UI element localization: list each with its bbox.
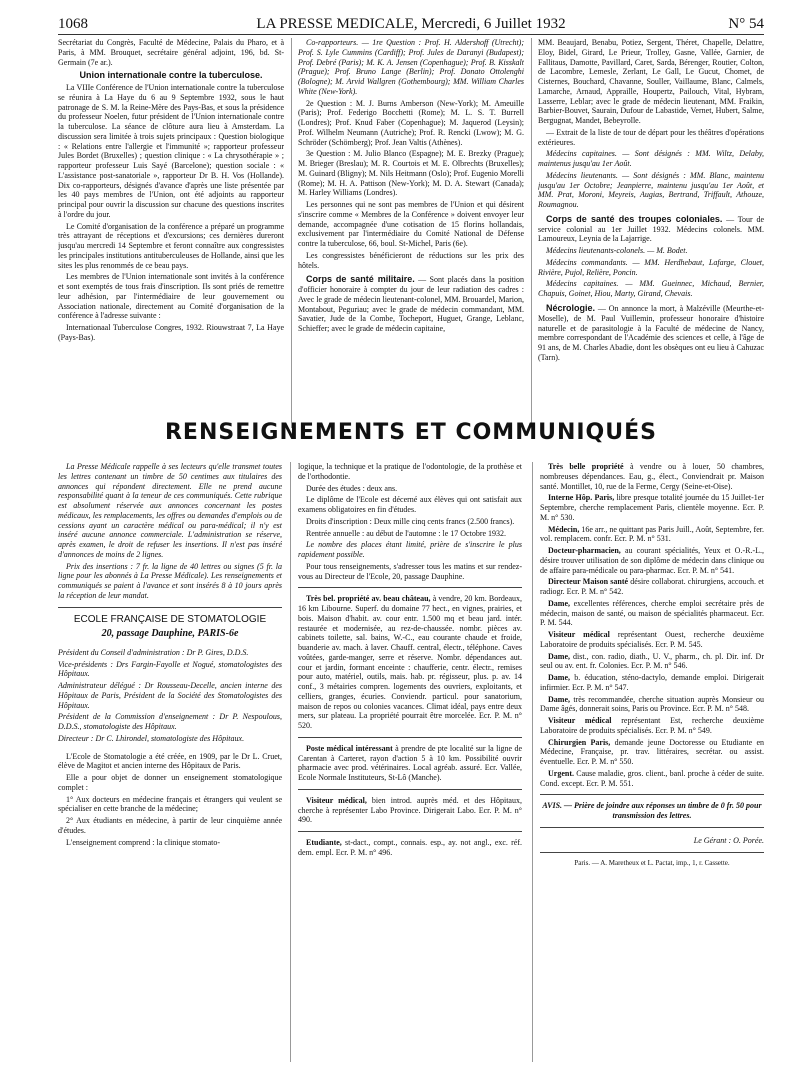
classified-ad: [540, 695, 764, 715]
paragraph: L'enseignement comprend : la clinique stomato-: [66, 837, 221, 847]
ad-text: représentant Est, recherche deuxième Laboratoire de produits spécialisés. Ecr. P. M. n° 549.: [540, 716, 764, 735]
school-address: 20, passage Dauphine, PARIS-6e: [101, 627, 239, 639]
divider: [58, 607, 282, 608]
column-1: [58, 38, 284, 428]
ad-text: libre presque totalité journée du 15 Juillet-1er Septembre, cherche remplacement Paris, clientèle moyenne. Ecr. P. M. n° 530.: [540, 493, 764, 522]
column-3: [538, 38, 764, 428]
section-heading-coloniales: Corps de santé des troupes coloniales.: [546, 213, 723, 224]
paragraph: Secrétariat du Congrès, Faculté de Médecine, Palais du Pharo, et à Paris, à MM. Brouquet, secrétaire général adjoint, 196, bd. St-Germain (7e ar.).: [58, 38, 284, 67]
ad-text: à prendre de pte localité sur la ligne de Carentan à Carteret, rayon d'action 5 à 10 km. Possibilité ouvrir pharmacie avec prod. vétérinaires. Local agréab. assuré. Ecr. Vallée, Ecole Normale Instituteurs, St-Lô (Manche).: [298, 743, 522, 782]
paragraph: Pour tous renseignements, s'adresser tous les matins et sur rendez-vous au Directeur de l'Ecole, 20, passage Dauphine.: [298, 561, 522, 581]
section-heading-necrologie: Nécrologie.: [546, 302, 596, 313]
classified-ad: [540, 738, 764, 767]
ad-heading: Directeur Maison santé: [548, 577, 629, 587]
ad-heading: Etudiante,: [306, 838, 342, 847]
section-heading-militaire: Corps de santé militaire.: [306, 274, 415, 285]
paragraph: 1° Aux docteurs en médecine français et étrangers qui veulent se spécialiser en cette branche de la médecine;: [58, 794, 282, 814]
ad-text: au courant spécialités, Yeux et O.-R.-L., désire trouver utilisation de son diplôme de médecin dans clinique ou de affaire para-médicale ou para-pharmac. Ecr. P. M. n° 541.: [540, 546, 764, 575]
page-number: 1068: [58, 16, 88, 32]
paragraph: Les personnes qui ne sont pas membres de l'Union et qui désirent s'inscrire comme « Membres de la Conférence » doivent envoyer leur demande, accompagnée d'une cotisation de 15 florins hollandais, exclusivement par l'intermédiaire du Comité National de Défense contre la tuberculose, 66, boul. St-Michel, Paris (6e).: [298, 200, 524, 248]
classified-ad: [540, 630, 764, 650]
issue-number: N° 54: [728, 16, 764, 32]
ad-text: excellentes références, cherche emploi secrétaire près de médecin, maison de santé, ou maison de spécialités pharmaceut. Ecr. P. M. 544.: [540, 598, 764, 628]
divider: [298, 587, 522, 588]
classified-ad: [540, 493, 764, 522]
column-2: [298, 38, 524, 428]
paragraph: La VIIIe Conférence de l'Union internationale contre la tuberculose se réunira à La Haye du 6 au 9 Septembre 1932, sous le haut patronage de S. M. la Reine-Mère des Pays-Bas, et sous la présidence du professeur Noelen, futur président de l'Union internationale contre la tuberculose. La séance de clôture aura lieu à Amsterdam. La discussion sera limitée à trois sujets principaux : Question biologique : « Relations entre l'allergie et l'immunité »; rapporteur professeur Jules Bordet (Bruxelles) ; question clinique : « La chrysothérapie » ; rapporteur professeur Luis Sayé (Barcelone); question sociale : « L'assistance post-sanatoriale », rapporteur Dr B. H. Vos (Hollande). Dix co-rapporteurs, désignés d'avance d'après une liste présentée par les 40 pays membres de l'Union, ont été adjoints au rapporteur principal pour ouvrir la discussion sur chacune des questions inscrites à l'ordre du jour.: [58, 83, 284, 219]
avis-notice: AVIS. — Prière de joindre aux réponses un timbre de 0 fr. 50 pour transmission des lettres.: [542, 801, 762, 820]
paragraph: Médecins capitaines. — Sont désignés : MM. Wiltz, Delaby, maintenus jusqu'au 1er Août.: [538, 149, 764, 168]
ad-text: à vendre, 20 km. Bordeaux, 16 km Libourne. Superf. du domaine 77 hect., en vignes, prairies, et bois. Maison d'habit. av. cour entr. 1.500 mq et beau jard. intér. restaurée et modernisée, au rez-de-chaussée. nombr. pièces av. cabinets toilette, sal. bains, W.-C., eau courante chaude et froide, buanderie av. mach. à laver. Chauff. central, électr., téléphone. Caves voûtées, garde-manger, serre et réserve. Nombr. dépendances aut. cour et jardin, formant enceinte : chaufferie, centr. électr., remises pour auto, matériel, outils, mais. hab. pr. régisseur, plus. p. av. 14 conf., 3 métairies compren. logements des ouvriers, exploitants, et celliers, granges, écuries. Conviendr. particul. pour sanatorium, maison de repos ou colonies vacances. Climat idéal, pays entre deux mers, sur plateau. La propriété pourrait être morcelée. Ecr. P. M. n° 520.: [298, 594, 522, 730]
ad-heading: Chirurgien Paris,: [548, 737, 611, 747]
divider: [298, 737, 522, 738]
column-divider: [531, 38, 532, 428]
notice-paragraph: Prix des insertions : 7 fr. la ligne de 40 lettres ou signes (5 fr. la ligne pour les abonnés à La Presse Médicale). Les renseignements et communiqués se paient à l'avance et sont insérés 8 à 10 jours après la réception de leur mandat.: [58, 561, 282, 600]
ad-text: désire collaborat. chirurgiens, accouch. et radiogr. Ecr. P. M. n° 542.: [540, 577, 764, 596]
divider: [540, 852, 764, 853]
classified-ad: [298, 744, 522, 783]
staff-line: Président du Conseil d'administration : Dr P. Gires, D.D.S.: [58, 647, 249, 657]
paragraph: Le Comité d'organisation de la conférence a préparé un programme très attrayant de réceptions et d'excursions; ces dernières dureront jusqu'au mercredi 14 Septembre et feront connaître aux congressistes les principales institutions antituberculeuses de Hollande, ainsi que les sites les plus renommés de ce beau pays.: [58, 221, 284, 270]
journal-title: LA PRESSE MEDICALE, Mercredi, 6 Juillet 1932: [256, 16, 566, 32]
paragraph: Les congressistes bénéficieront de réductions sur les prix des hôtels.: [298, 250, 524, 270]
paragraph: MM. Beaujard, Benabu, Potiez, Sergent, Théret, Chapelle, Delattre, Eloy, Bidel, Girard, Le Prieur, Trolley, Gasne, Vallée, Garnier, de Fallitaus, Damotte, Pavillard, Caret, Sarda, Bérenger, Routier, Colton, de Lacombre, Lemesle, Zerlant, Le Gall, Le Gucut, Chomet, de Cisternes, Bouchard, Chavanne, Souller, Vaillaume, Blanc, Calmels, Lamarche, Arnaud, Appraille, Houpertz, Pailouch, Vital, Hybram, Lasserre, Leblar; avec le grade de médecin lieutenant, MM. Fraikin, Barbier-Bouvet, Saurain, Dufour de Labastide, Vernet, Hubert, Salme, Bergugnat, Mandet, Bebeyrolle.: [538, 38, 764, 125]
paragraph: — Extrait de la liste de tour de départ pour les théâtres d'opérations extérieures.: [538, 127, 764, 147]
paragraph: 3e Question : M. Julio Blanco (Espagne); M. E. Brezky (Prague); M. Brieger (Breslau); M. R. Courtois et M. E. Olbrechts (Bruxelles); M. Guinard (Bligny); M. Nils Heitmann (Oslo); Prof. Eugenio Morelli (Rome); M. H. A. Pattison (New-York); M. D. A. Stewart (Canada); M. Harley Williams (Londres).: [298, 149, 524, 198]
top-columns: [58, 38, 764, 428]
staff-line: Directeur : Dr C. Lhirondel, stomatologiste des Hôpitaux.: [58, 733, 245, 743]
classified-ad: [540, 462, 764, 491]
ad-text: représentant Ouest, recherche deuxième Laboratoire de produits spécialisés. Ecr. P. M. 545.: [540, 630, 764, 649]
ad-text: st-dact., compt., connais. esp., ay. not angl., exc. réf. dem. empl. Ecr. P. M. n° 496.: [298, 838, 522, 857]
section-banner: RENSEIGNEMENTS ET COMMUNIQUÉS: [164, 420, 657, 445]
ad-heading: Docteur-pharmacien,: [548, 546, 621, 555]
staff-line: Président de la Commission d'enseignement : Dr P. Nespoulous, D.D.S., stomatologiste des Hôpitaux.: [58, 712, 282, 732]
ad-heading: Visiteur médical: [548, 716, 612, 725]
classified-ad: [540, 716, 764, 736]
paragraph: Médecins capitaines. — MM. Gueinnec, Michaud, Bernier, Chapuis, Goinet, Hiou, Marty, Girand, Chevais.: [538, 279, 764, 299]
column-classifieds: [540, 462, 764, 1062]
ad-text: bien introd. auprès méd. et des Hôpitaux, cherche à représenter Labo Province. Dirigerait Labo. Ecr. P. M. n° 490.: [298, 795, 522, 825]
ad-text: demande jeune Doctoresse ou Etudiante en Médecine, Française, pr. trav. littéraires, secrétar. ou assist. éventuelle. Ecr. P. M. n° 550.: [540, 737, 764, 766]
paragraph: Le diplôme de l'Ecole est décerné aux élèves qui ont satisfait aux examens obligatoires en fin d'études.: [298, 495, 522, 514]
ad-heading: Médecin,: [548, 524, 580, 534]
page-header: [58, 12, 764, 35]
paragraph: Rentrée annuelle : au début de l'automne : le 17 Octobre 1932.: [306, 528, 507, 538]
paragraph: Internationaal Tuberculose Congres, 1932. Riouwstraat 7, La Haye (Pays-Bas).: [58, 323, 284, 342]
ad-text: à vendre ou à louer, 50 chambres, nombreuses dépendances. Eau, g., élect., Conviendrait pr. Maison santé. Montillet, 10, rue de la Ferme, Cergy (Seine-et-Oise).: [540, 462, 764, 491]
column-announcements: [58, 462, 282, 1062]
notice-paragraph: La Presse Médicale rappelle à ses lecteurs qu'elle transmet toutes les lettres contenant un timbre de 50 centimes aux titulaires des annonces qui répondent directement. Elle ne prend aucune responsabilité quant à la teneur de ces communiqués. Cette rubrique est absolument réservée aux annonces concernant les postes médicaux, les remplacements, les offres ou demandes d'emplois ou de cessions ayant un caractère médical ou para-médical; il n'y est inséré aucune annonce commerciale. L'administration se réserve, après examen, le droit de refuser les insertions. Il n'est pas inséré d'annonces de moins de 2 lignes.: [58, 462, 282, 559]
divider: [540, 794, 764, 795]
paragraph: logique, la technique et la pratique de l'odontologie, de la prothèse et de l'orthodontie.: [298, 462, 522, 481]
column-school-and-ads: [298, 462, 522, 1062]
gerant-line: Le Gérant : O. Porée.: [693, 835, 764, 845]
newspaper-page: [58, 0, 764, 1082]
classified-ad: [298, 594, 522, 731]
bottom-columns: [58, 462, 764, 1062]
school-title: ECOLE FRANÇAISE DE STOMATOLOGIE: [73, 613, 267, 625]
classified-ad: [540, 599, 764, 628]
divider: [298, 831, 522, 832]
classified-ad: [540, 577, 764, 597]
column-divider: [291, 38, 292, 428]
paragraph: — Tour de service colonial au 1er Juillet 1932. Médecins colonels. MM. Lamoureux, Leynia de la Lajarrige.: [538, 214, 764, 244]
classified-ad: [298, 796, 522, 825]
paragraph: Médecins lieutenants. — Sont désignés : MM. Blanc, maintenu jusqu'au 1er Octobre; Jeanpierre, maintenu jusqu'au 1er Août, et MM. Prat, Moroni, Meyreis, Augias, Bertrand, Triffault, Athouze, Roumagnou.: [538, 170, 764, 209]
ad-heading: Visiteur médical,: [306, 795, 367, 805]
paragraph: — On annonce la mort, à Malzéville (Meurthe-et-Moselle), de M. Paul Vuillemin, professeur honoraire d'histoire naturelle et de parasitologie à la Faculté de médecine de Nancy, membre correspondant de l'Académie des sciences et celle, à l'âge de 91 ans, de M. Charles Abadie, dont les obsèques ont eu lieu à Cahuzac (Tarn).: [538, 303, 764, 362]
classified-ad: [540, 546, 764, 575]
ad-text: dist., con. radio, diath., U. V., pharm., ch. pl. Dir. inf. Dr seul ou av. ent. fr. Colonies. Ecr. P. M. n° 546.: [540, 651, 764, 671]
paragraph: 2e Question : M. J. Burns Amberson (New-York); M. Ameuille (Paris); Prof. Federigo Bocchetti (Rome); M. L. S. T. Burrell (Londres); Prof. Knud Faber (Copenhague); M. Jaquerod (Leysin); Prof. Wilhelm Neumann (Autriche); Prof. R. Rencki (Lwow); M. G. Schröder (Schömberg); Prof. Jean Valtis (Athènes).: [298, 98, 524, 147]
ad-heading: Interne Hôp. Paris,: [548, 493, 615, 503]
column-divider: [532, 462, 533, 1062]
ad-heading: Dame,: [548, 651, 570, 661]
classified-ad: [540, 652, 764, 672]
column-divider: [290, 462, 291, 1062]
classified-ad: [298, 838, 522, 858]
ad-heading: Dame,: [548, 598, 570, 608]
staff-line: Administrateur délégué : Dr Rousseau-Decelle, ancien interne des Hôpitaux de Paris, Président de la Société des Stomatologistes des Hôpitaux.: [58, 681, 282, 710]
paragraph: Médecins commandants. — MM. Herdhebaut, Lafarge, Clouet, Rivière, Pujol, Relière, Poncin.: [538, 257, 764, 277]
ad-heading: Dame,: [548, 673, 570, 682]
ad-heading: Visiteur médical: [548, 630, 610, 639]
ad-heading: Très bel. propriété av. beau château,: [306, 594, 431, 604]
ad-heading: Dame,: [548, 694, 570, 704]
divider: [540, 827, 764, 828]
printer-line: Paris. — A. Maretheux et L. Pactat, imp., 1, r. Cassette.: [574, 858, 730, 867]
ad-text: Cause maladie, gros. client., banl. proche à céder de suite. Cond. except. Ecr. P. M. 551.: [540, 768, 764, 788]
ad-heading: Très belle propriété: [548, 462, 624, 471]
paragraph: L'Ecole de Stomatologie a été créée, en 1909, par le Dr L. Cruet, élève de Magitot et ancien interne des Hôpitaux de Paris.: [58, 751, 282, 771]
divider: [298, 789, 522, 790]
paragraph: 2° Aux étudiants en médecine, à partir de leur cinquième année d'études.: [58, 816, 282, 835]
ad-heading: Poste médical intéressant: [306, 743, 393, 753]
paragraph: Les membres de l'Union internationale sont invités à la conférence et sont exemptés de tous frais d'inscription. Ils sont priés de remettre leur adhésion, par l'intermédiaire de leur gouvernement ou Association nationale, directement au Comité d'organisation de la conférence à l'adresse suivante :: [58, 272, 284, 321]
classified-ad: [540, 673, 764, 693]
classified-ad: [540, 769, 764, 789]
section-heading-tuberculose: Union internationale contre la tuberculose.: [79, 70, 263, 81]
paragraph: Co-rapporteurs. — 1re Question : Prof. H. Aldershoff (Utrecht); Prof. S. Lyle Cummins (Cardiff); Prof. Jules de Daranyi (Budapest); Prof. Debré (Paris); M. K. A. Jensen (Copenhague); Prof. B. Kisskalt (Prague); Prof. Bruno Lange (Berlin); Prof. Donato Ottolenghi (Bologne); M. Arvid Wallgren (Gothembourg); MM. William Charles White (New-York).: [298, 38, 524, 96]
classified-ad: [540, 525, 764, 545]
paragraph: — Sont placés dans la position d'officier honoraire à compter du jour de leur radiation des cadres : Avec le grade de médecin lieutenant-colonel, MM. Brouardel, Marion, Montabout, Peguriau; avec le grade de médecin commandant, MM. Savatier, Jude de la Combe, Tocheport, Huguet, Grange, Leblanc, Schieffer; avec le grade de médecin capitaine,: [298, 275, 524, 334]
paragraph: Elle a pour objet de donner un enseignement stomatologique complet :: [58, 773, 282, 792]
ad-text: très recommandée, cherche situation auprès Monsieur ou Dame âgés, donnerait soins, Paris ou Province. Ecr. P. M. n° 548.: [540, 694, 764, 714]
ad-text: b. éducation, sténo-dactylo, demande emploi. Dirigerait infirmier. Ecr. P. M. n° 547.: [540, 673, 764, 692]
paragraph: Médecins lieutenants-colonels. — M. Bodet.: [546, 246, 688, 256]
ad-text: 16e arr., ne quittant pas Paris Juill., Août, Septembre, fer. vol. remplacem. confr. Ecr. P. M. n° 531.: [540, 524, 764, 544]
paragraph: Durée des études : deux ans.: [306, 483, 398, 493]
paragraph: Droits d'inscription : Deux mille cinq cents francs (2.500 francs).: [306, 516, 515, 526]
ad-heading: Urgent.: [548, 768, 574, 778]
staff-line: Vice-présidents : Drs Fargin-Fayolle et Nogué, stomatologistes des Hôpitaux.: [58, 659, 282, 679]
paragraph: Le nombre des places étant limité, prière de s'inscrire le plus rapidement possible.: [298, 540, 522, 559]
